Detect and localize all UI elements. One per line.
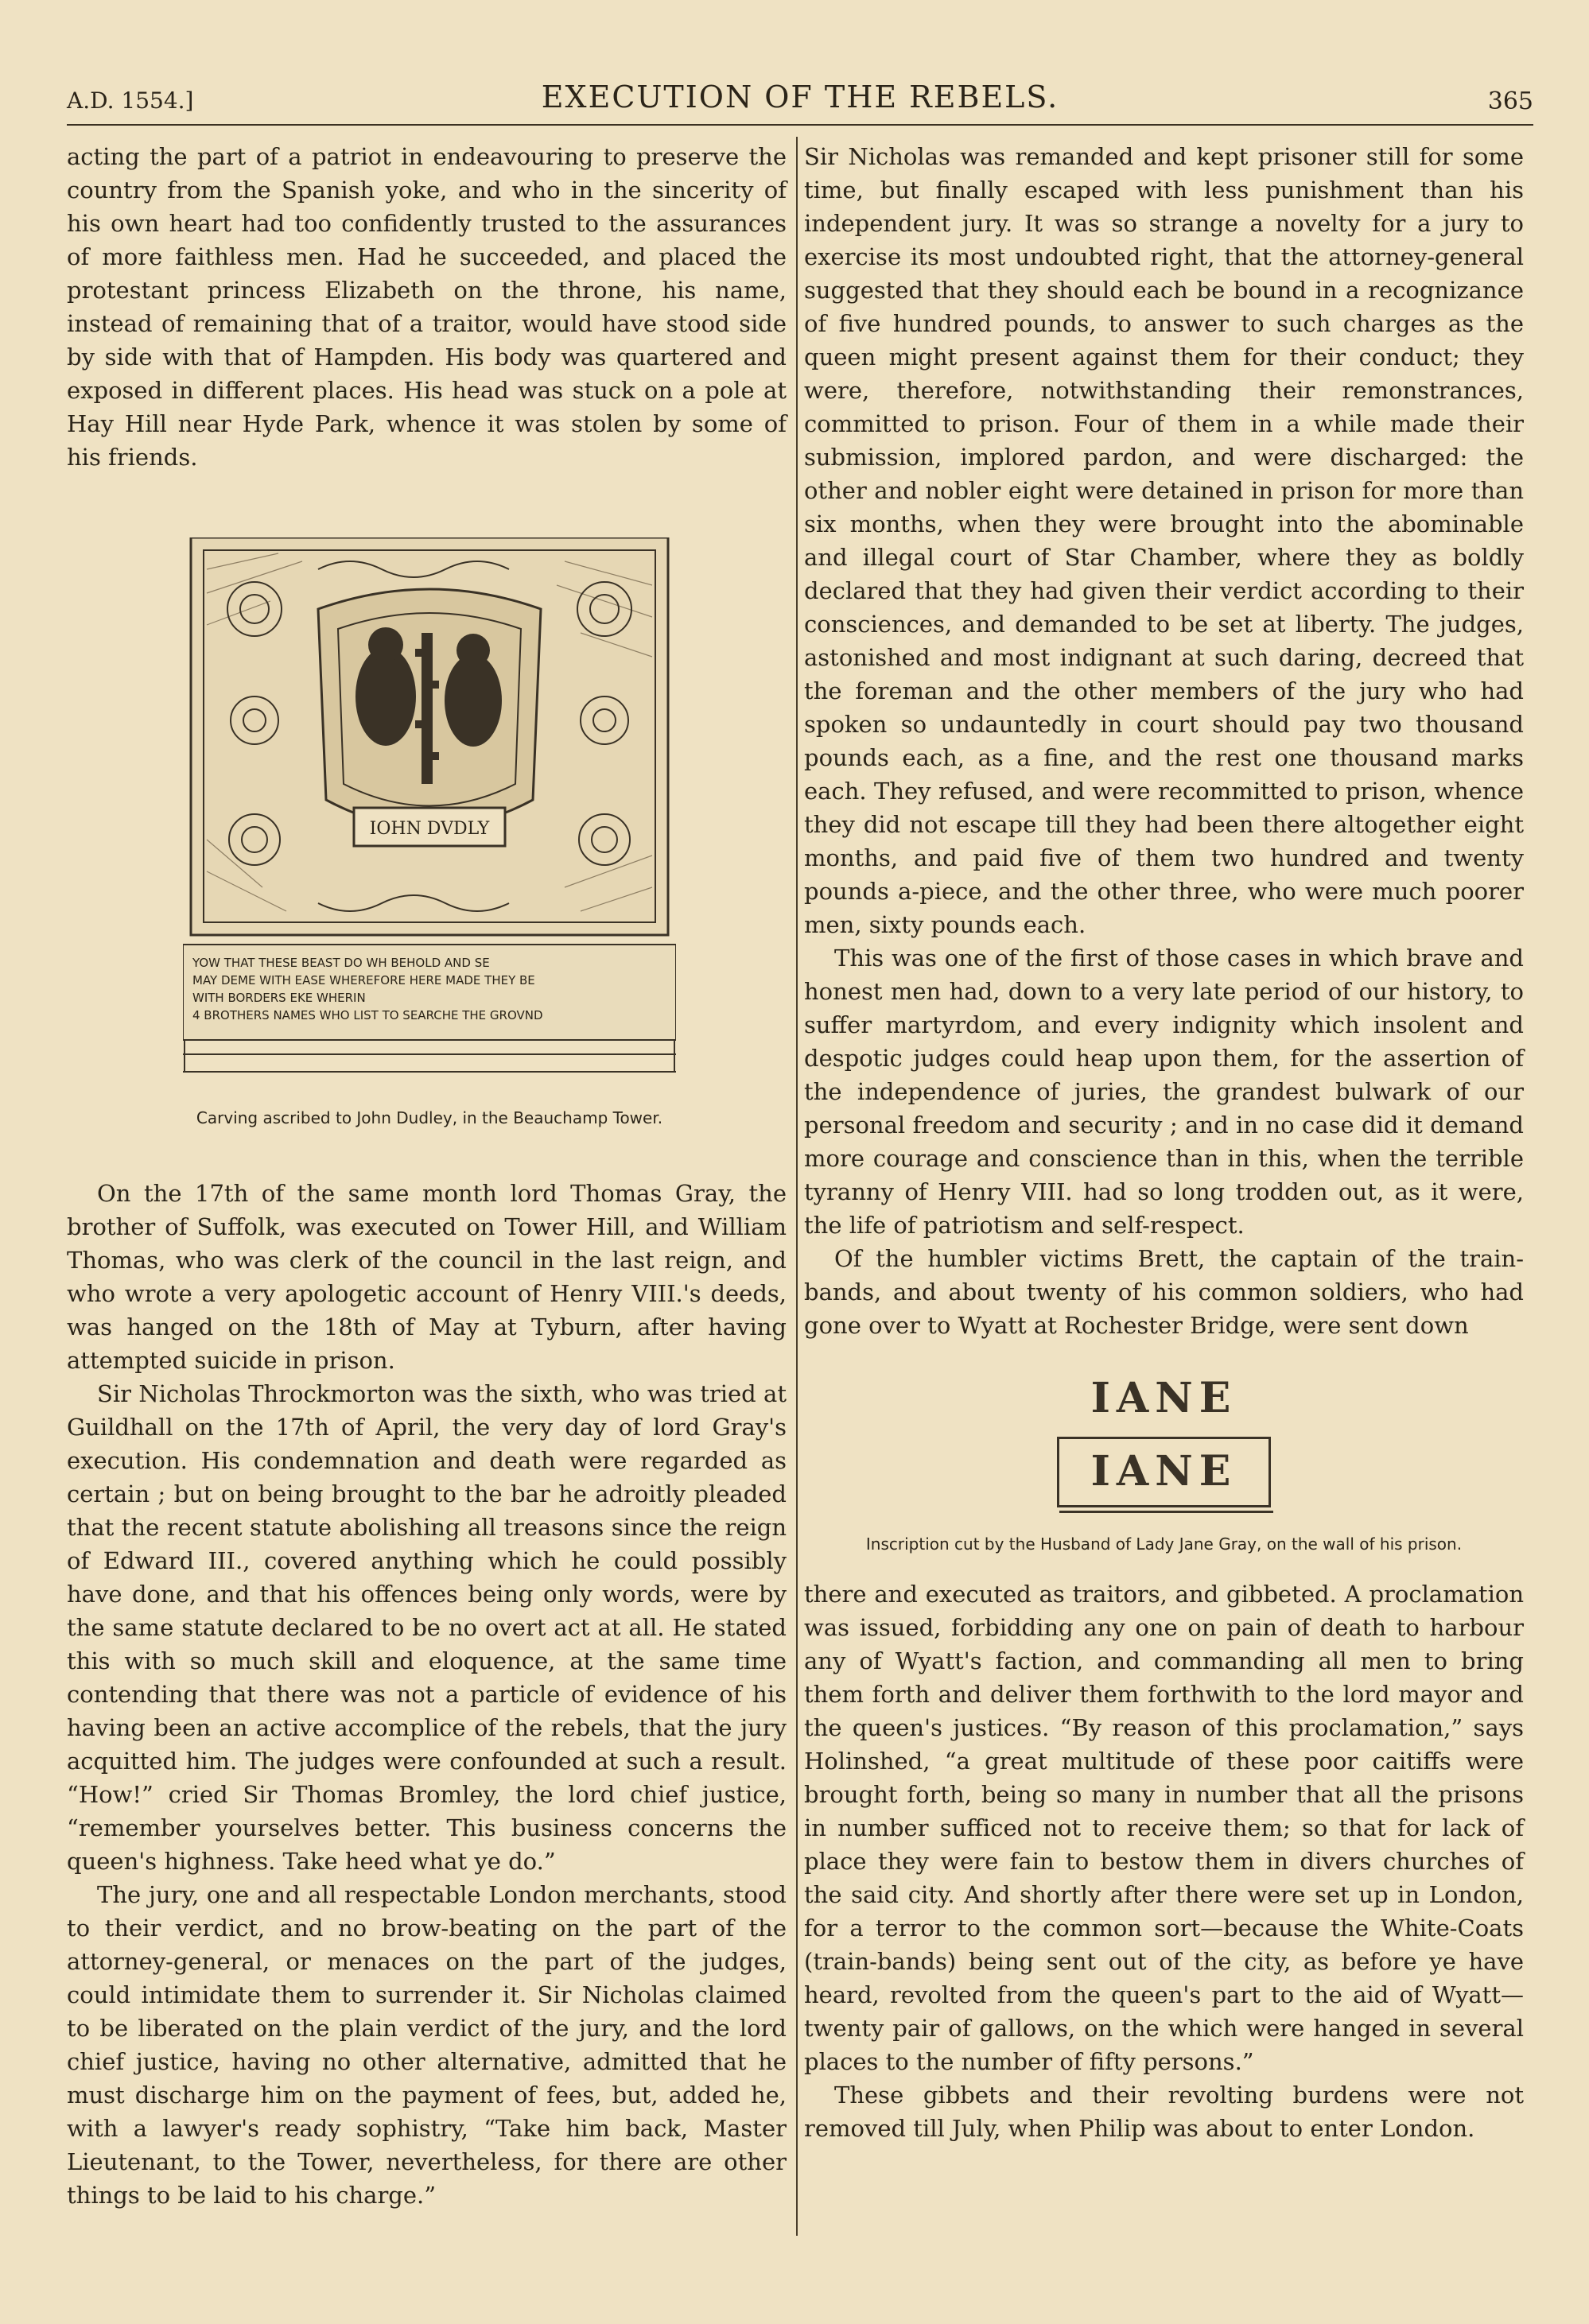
paragraph: Sir Nicholas was remanded and kept prisoner still for some time, but finally escaped with less punishment than his independent jury. It was so strange a novelty for a jury to exercise its most undoubted right, that the attorney-general suggested that they should each be bound in a recognizance of five hundred pounds, to answer to such charges as the queen might present against them for their conduct; they were, therefore, notwithstanding their remonstrances, committed to prison. Four of them in a while made their submission, implored pardon, and were discharged: the other and nobler eight were detained in prison for more than six months, when they were brought into the abominable and illegal court of Star Chamber, where they as boldly declared that they had given their verdict according to their consciences, and demanded to be set at liberty. The judges, astonished and most indignant at such daring, decreed that the foreman and the other members of the jury who had spoken so undauntedly in court should pay two thousand pounds each, as a fine, and the rest one thousand marks each. They refused, and were recommitted to prison, whence they did not escape till they had been there altogether eight months, and paid five of them two hundred and twenty pounds a-piece, and the other three, who were much poorer men, sixty pounds each. <box>804 143 1524 938</box>
carving-illustration <box>183 537 676 1086</box>
paragraph: This was one of the first of those cases in which brave and honest men had, down to a very late period of our history, to suffer martyrdom, and every indignity which insolent and despotic judges could heap upon them, for the assertion of the independence of juries, the grandest bulwark of our personal freedom and security ; and in no case did it demand more courage and conscience than in this, when the terrible tyranny of Henry VIII. had so long trodden out, as it were, the life of patriotism and self-respect. <box>804 945 1524 1239</box>
inscription-jane-top: IANE <box>1090 1374 1237 1422</box>
dudley-carving-figure <box>183 537 676 1127</box>
inscription-jane-box: IANE <box>1057 1437 1272 1507</box>
page-number: 365 <box>1487 87 1533 115</box>
inscription-line-1: YOW THAT THESE BEAST DO WH BEHOLD AND SE <box>192 956 490 970</box>
spacer <box>67 1127 787 1177</box>
paragraph: The jury, one and all respectable London merchants, stood to their verdict, and no brow-beating on the part of the attorney-general, or menaces on the part of the judges, could intimidate them to surrender it. Sir Nicholas claimed to be liberated on the plain verdict of the jury, and the lord chief justice, having no other alternative, admitted that he must discharge him on the payment of fees, but, added he, with a lawyer's ready sophistry, “Take him back, Master Lieutenant, to the Tower, nevertheless, for there are other things to be laid to his charge.” <box>67 1881 787 2209</box>
inscription-line-2: MAY DEME WITH EASE WHEREFORE HERE MADE THEY BE <box>192 973 535 987</box>
paragraph: acting the part of a patriot in endeavouring to preserve the country from the Spanish yoke, and who in the sincerity of his own heart had too confidently trusted to the assurances of more faithless men. Had he succeeded, and placed the protestant princess Elizabeth on the throne, his name, instead of remaining that of a traitor, would have stood side by side with that of Hampden. His body was quartered and exposed in different places. His head was stuck on a pole at Hay Hill near Hyde Park, whence it was stolen by some of his friends. <box>67 143 787 471</box>
paragraph: Of the humbler victims Brett, the captain of the train-bands, and about twenty of his common soldiers, who had gone over to Wyatt at Rochester Bridge, were sent down <box>804 1245 1524 1339</box>
inscription-line-4: 4 BROTHERS NAMES WHO LIST TO SEARCHE THE GROVND <box>192 1008 543 1022</box>
header-title: EXECUTION OF THE REBELS. <box>541 80 1059 114</box>
figure-caption: Carving ascribed to John Dudley, in the Beauchamp Tower. <box>196 1108 663 1127</box>
paragraph: These gibbets and their revolting burdens were not removed till July, when Philip was about to enter London. <box>804 2082 1524 2142</box>
inscription-line-3: WITH BORDERS EKE WHERIN <box>192 991 366 1005</box>
paragraph: Sir Nicholas Throckmorton was the sixth, who was tried at Guildhall on the 17th of April, the very day of lord Gray's execution. His condemnation and death were regarded as certain ; but on being brought to the bar he adroitly pleaded that the recent statute abolishing all treasons since the reign of Edward III., covered anything which he could possibly have done, and that his offences being only words, were by the same statute declared to be no overt act at all. He stated this with so much skill and eloquence, at the same time contending that there was not a particle of evidence of his having been an active accomplice of the rebels, that the jury acquitted him. The judges were confounded at such a result. “How!” cried Sir Thomas Bromley, the lord chief justice, “remember yourselves better. This business concerns the queen's highness. Take heed what ye do.” <box>67 1380 787 1875</box>
column-divider <box>796 137 798 2236</box>
left-column <box>67 140 787 2212</box>
paragraph: On the 17th of the same month lord Thomas Gray, the brother of Suffolk, was executed on Tower Hill, and William Thomas, who was clerk of the council in the last reign, and who wrote a very apologetic account of Henry VIII.'s deeds, was hanged on the 18th of May at Tyburn, after having attempted suicide in prison. <box>67 1180 787 1374</box>
jane-inscription-figure <box>804 1374 1524 1554</box>
right-column <box>804 140 1524 2145</box>
figure-caption: Inscription cut by the Husband of Lady Jane Gray, on the wall of his prison. <box>865 1534 1463 1554</box>
header-date: A.D. 1554.] <box>67 87 194 114</box>
paragraph: there and executed as traitors, and gibbeted. A proclamation was issued, forbidding any one on pain of death to harbour any of Wyatt's faction, and commanding all men to bring them forth and deliver them forthwith to the lord mayor and the queen's justices. “By reason of this proclamation,” says Holinshed, “a great multitude of these poor caitiffs were brought forth, being so many in number that all the prisons in number sufficed not to receive them; so that for lack of place they were fain to bestow them in divers churches of the said city. And shortly after there were set up in London, for a terror to the common sort—because the White-Coats (train-bands) being sent out of the city, as before ye have heard, revolted from the queen's part to the aid of Wyatt—twenty pair of gallows, on the which were hanged in several places to the number of fifty persons.” <box>804 1581 1524 2075</box>
running-header <box>67 76 1533 126</box>
carving-name-plate: IOHN DVDLY <box>369 819 490 839</box>
